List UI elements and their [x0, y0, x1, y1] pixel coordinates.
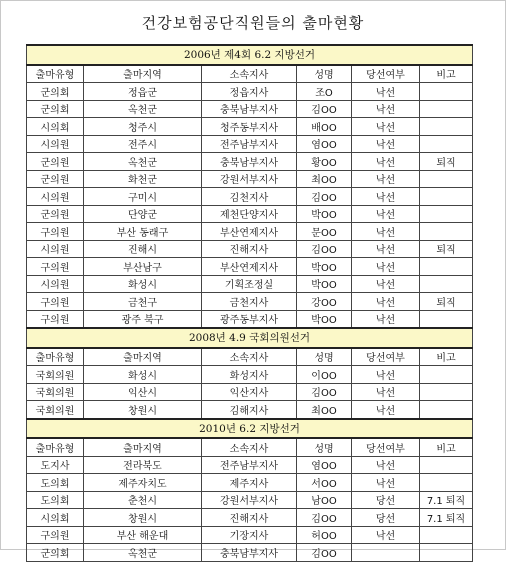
cell-branch: 충북남부지사 [202, 153, 297, 171]
cell-result: 낙선 [352, 170, 420, 188]
column-header: 성명 [297, 65, 352, 83]
cell-type: 시의원 [27, 240, 84, 258]
cell-branch: 익산지사 [202, 383, 297, 401]
cell-result: 낙선 [352, 240, 420, 258]
cell-region: 부산 동래구 [84, 223, 202, 241]
cell-name: 이OO [297, 366, 352, 384]
cell-result: 당선 [352, 509, 420, 527]
column-header: 비고 [420, 348, 473, 366]
cell-type: 군의회 [27, 100, 84, 118]
cell-type: 시의회 [27, 118, 84, 136]
table-row [27, 275, 473, 293]
cell-region: 창원시 [84, 401, 202, 419]
cell-note [420, 223, 473, 241]
cell-note: 퇴직 [420, 293, 473, 311]
cell-type: 구의원 [27, 258, 84, 276]
cell-name: 남OO [297, 491, 352, 509]
cell-name: 김OO [297, 188, 352, 206]
table-row [27, 366, 473, 384]
table-row [27, 205, 473, 223]
cell-region: 정읍군 [84, 83, 202, 101]
table-row [27, 118, 473, 136]
cell-region: 제주자치도 [84, 474, 202, 492]
cell-name: 강OO [297, 293, 352, 311]
cell-branch: 강원서부지사 [202, 491, 297, 509]
section-row [27, 419, 473, 439]
cell-type: 구의원 [27, 310, 84, 328]
cell-result: 낙선 [352, 401, 420, 419]
table-row [27, 456, 473, 474]
table-row [27, 401, 473, 419]
cell-branch: 전주남부지사 [202, 135, 297, 153]
cell-region: 진해시 [84, 240, 202, 258]
column-header: 소속지사 [202, 438, 297, 456]
column-header: 비고 [420, 438, 473, 456]
cell-type: 국회의원 [27, 366, 84, 384]
cell-branch: 기획조정실 [202, 275, 297, 293]
cell-name: 박OO [297, 310, 352, 328]
cell-note [420, 401, 473, 419]
cell-result: 낙선 [352, 366, 420, 384]
cell-type: 시의원 [27, 275, 84, 293]
table-row [27, 509, 473, 527]
cell-type: 군의회 [27, 83, 84, 101]
table-row [27, 310, 473, 328]
cell-result: 당선 [352, 491, 420, 509]
column-header: 당선여부 [352, 348, 420, 366]
cell-region: 옥천군 [84, 100, 202, 118]
column-header: 소속지사 [202, 65, 297, 83]
cell-name: 배OO [297, 118, 352, 136]
cell-note [420, 118, 473, 136]
table-row [27, 293, 473, 311]
cell-note: 퇴직 [420, 240, 473, 258]
cell-branch: 부산연제지사 [202, 258, 297, 276]
table-row [27, 526, 473, 544]
cell-name: 김OO [297, 240, 352, 258]
header-row [27, 438, 473, 456]
table-row [27, 170, 473, 188]
table-row [27, 100, 473, 118]
cell-type: 도의회 [27, 491, 84, 509]
cell-name: 서OO [297, 474, 352, 492]
cell-result: 낙선 [352, 223, 420, 241]
cell-type: 군의원 [27, 205, 84, 223]
cell-region: 창원시 [84, 509, 202, 527]
cell-branch: 부산연제지사 [202, 223, 297, 241]
section-row [27, 45, 473, 65]
table-row [27, 223, 473, 241]
cell-branch: 기장지사 [202, 526, 297, 544]
cell-branch: 금천지사 [202, 293, 297, 311]
cell-type: 구의원 [27, 526, 84, 544]
cell-branch: 김해지사 [202, 401, 297, 419]
table-row [27, 491, 473, 509]
cell-note [420, 275, 473, 293]
cell-region: 구미시 [84, 188, 202, 206]
cell-region: 전주시 [84, 135, 202, 153]
cell-region: 광주 북구 [84, 310, 202, 328]
column-header: 출마지역 [84, 65, 202, 83]
cell-branch: 진해지사 [202, 240, 297, 258]
column-header: 출마지역 [84, 438, 202, 456]
cell-name: 김OO [297, 544, 352, 562]
cell-type: 군의회 [27, 544, 84, 562]
table-row [27, 153, 473, 171]
cell-result: 낙선 [352, 383, 420, 401]
cell-name: 김OO [297, 509, 352, 527]
cell-type: 국회의원 [27, 383, 84, 401]
cell-note [420, 310, 473, 328]
table-row [27, 258, 473, 276]
cell-note: 7.1 퇴직 [420, 509, 473, 527]
cell-branch: 전주남부지사 [202, 456, 297, 474]
cell-type: 시의원 [27, 135, 84, 153]
table-row [27, 135, 473, 153]
cell-type: 도의회 [27, 474, 84, 492]
table-row [27, 544, 473, 562]
cell-result: 낙선 [352, 153, 420, 171]
cell-region: 부산 해운대 [84, 526, 202, 544]
cell-type: 도지사 [27, 456, 84, 474]
cell-region: 옥천군 [84, 544, 202, 562]
cell-result: 낙선 [352, 310, 420, 328]
cell-branch: 광주동부지사 [202, 310, 297, 328]
cell-branch: 청주동부지사 [202, 118, 297, 136]
cell-result: 낙선 [352, 474, 420, 492]
cell-region: 옥천군 [84, 153, 202, 171]
cell-result: 낙선 [352, 83, 420, 101]
cell-name: 김OO [297, 100, 352, 118]
section-title: 2006년 제4회 6.2 지방선거 [27, 45, 473, 65]
cell-branch: 충북남부지사 [202, 544, 297, 562]
column-header: 성명 [297, 348, 352, 366]
cell-result: 낙선 [352, 118, 420, 136]
cell-result [352, 544, 420, 562]
cell-region: 전라북도 [84, 456, 202, 474]
cell-branch: 정읍지사 [202, 83, 297, 101]
cell-region: 화성시 [84, 366, 202, 384]
cell-branch: 제천단양지사 [202, 205, 297, 223]
table-row [27, 383, 473, 401]
cell-note [420, 170, 473, 188]
column-header: 출마유형 [27, 348, 84, 366]
cell-name: 문OO [297, 223, 352, 241]
cell-type: 구의원 [27, 223, 84, 241]
cell-name: 염OO [297, 456, 352, 474]
cell-note [420, 526, 473, 544]
column-header: 소속지사 [202, 348, 297, 366]
column-header: 출마지역 [84, 348, 202, 366]
cell-note [420, 205, 473, 223]
cell-name: 김OO [297, 383, 352, 401]
cell-result: 낙선 [352, 526, 420, 544]
column-header: 성명 [297, 438, 352, 456]
cell-region: 춘천시 [84, 491, 202, 509]
cell-region: 금천구 [84, 293, 202, 311]
cell-region: 단양군 [84, 205, 202, 223]
column-header: 출마유형 [27, 65, 84, 83]
cell-region: 익산시 [84, 383, 202, 401]
header-row [27, 348, 473, 366]
table-row [27, 188, 473, 206]
table-row [27, 83, 473, 101]
cell-note: 퇴직 [420, 153, 473, 171]
page-title: 건강보험공단직원들의 출마현황 [141, 14, 365, 32]
cell-branch: 제주지사 [202, 474, 297, 492]
cell-result: 낙선 [352, 205, 420, 223]
column-header: 비고 [420, 65, 473, 83]
cell-result: 낙선 [352, 135, 420, 153]
cell-name: 황OO [297, 153, 352, 171]
cell-type: 군의원 [27, 153, 84, 171]
cell-result: 낙선 [352, 100, 420, 118]
section-title: 2008년 4.9 국회의원선거 [27, 328, 473, 348]
cell-region: 화천군 [84, 170, 202, 188]
cell-note [420, 258, 473, 276]
cell-name: 허OO [297, 526, 352, 544]
cell-region: 청주시 [84, 118, 202, 136]
cell-name: 박OO [297, 275, 352, 293]
cell-note [420, 456, 473, 474]
cell-note [420, 383, 473, 401]
cell-branch: 화성지사 [202, 366, 297, 384]
cell-type: 국회의원 [27, 401, 84, 419]
cell-note [420, 188, 473, 206]
cell-result: 낙선 [352, 293, 420, 311]
cell-note [420, 135, 473, 153]
cell-type: 시의회 [27, 509, 84, 527]
cell-region: 화성시 [84, 275, 202, 293]
cell-branch: 진해지사 [202, 509, 297, 527]
cell-branch: 강원서부지사 [202, 170, 297, 188]
column-header: 당선여부 [352, 65, 420, 83]
section-title: 2010년 6.2 지방선거 [27, 419, 473, 439]
cell-note [420, 366, 473, 384]
cell-name: 박OO [297, 205, 352, 223]
cell-type: 시의원 [27, 188, 84, 206]
candidacy-table [26, 44, 473, 562]
cell-result: 낙선 [352, 456, 420, 474]
cell-note [420, 100, 473, 118]
cell-result: 낙선 [352, 275, 420, 293]
cell-name: 최OO [297, 170, 352, 188]
column-header: 당선여부 [352, 438, 420, 456]
table-row [27, 240, 473, 258]
table-body [27, 45, 473, 561]
cell-name: 박OO [297, 258, 352, 276]
cell-note: 7.1 퇴직 [420, 491, 473, 509]
cell-branch: 충북남부지사 [202, 100, 297, 118]
cell-note [420, 474, 473, 492]
table-row [27, 474, 473, 492]
cell-note [420, 544, 473, 562]
cell-note [420, 83, 473, 101]
cell-branch: 김천지사 [202, 188, 297, 206]
cell-region: 부산남구 [84, 258, 202, 276]
cell-result: 낙선 [352, 188, 420, 206]
cell-result: 낙선 [352, 258, 420, 276]
cell-name: 염OO [297, 135, 352, 153]
cell-type: 구의원 [27, 293, 84, 311]
column-header: 출마유형 [27, 438, 84, 456]
cell-name: 최OO [297, 401, 352, 419]
header-row [27, 65, 473, 83]
cell-name: 조O [297, 83, 352, 101]
section-row [27, 328, 473, 348]
cell-type: 군의원 [27, 170, 84, 188]
